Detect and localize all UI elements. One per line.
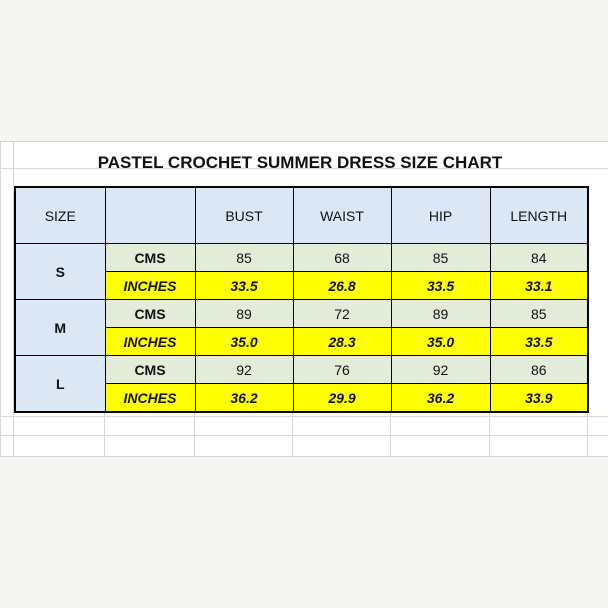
header-row xyxy=(15,187,588,244)
header-size: SIZE xyxy=(15,187,105,244)
cell-value: 86 xyxy=(490,356,588,384)
cell-value: 89 xyxy=(195,300,293,328)
cell-value: 28.3 xyxy=(293,328,391,356)
unit-label-cms: CMS xyxy=(105,244,195,272)
header-hip: HIP xyxy=(391,187,490,244)
page-title: PASTEL CROCHET SUMMER DRESS SIZE CHART xyxy=(97,153,503,172)
cell-value: 68 xyxy=(293,244,391,272)
cell-value: 33.5 xyxy=(391,272,490,300)
size-chart-table xyxy=(14,186,589,413)
cell-value: 36.2 xyxy=(391,384,490,413)
table-row-s-cms xyxy=(15,244,588,272)
header-waist: WAIST xyxy=(293,187,391,244)
cell-value: 26.8 xyxy=(293,272,391,300)
table-row-l-cms xyxy=(15,356,588,384)
unit-label-inches: INCHES xyxy=(105,328,195,356)
cell-value: 76 xyxy=(293,356,391,384)
cell-value: 92 xyxy=(195,356,293,384)
unit-label-inches: INCHES xyxy=(105,272,195,300)
header-unit xyxy=(105,187,195,244)
cell-value: 85 xyxy=(490,300,588,328)
header-bust: BUST xyxy=(195,187,293,244)
cell-value: 89 xyxy=(391,300,490,328)
unit-label-cms: CMS xyxy=(105,300,195,328)
cell-value: 33.1 xyxy=(490,272,588,300)
cell-value: 33.5 xyxy=(490,328,588,356)
cell-value: 35.0 xyxy=(391,328,490,356)
size-label-l: L xyxy=(15,356,105,413)
size-label-m: M xyxy=(15,300,105,356)
header-length: LENGTH xyxy=(490,187,588,244)
unit-label-cms: CMS xyxy=(105,356,195,384)
cell-value: 33.9 xyxy=(490,384,588,413)
table-row-m-cms xyxy=(15,300,588,328)
cell-value: 29.9 xyxy=(293,384,391,413)
cell-value: 85 xyxy=(391,244,490,272)
cell-value: 85 xyxy=(195,244,293,272)
cell-value: 33.5 xyxy=(195,272,293,300)
cell-value: 35.0 xyxy=(195,328,293,356)
cell-value: 36.2 xyxy=(195,384,293,413)
unit-label-inches: INCHES xyxy=(105,384,195,413)
cell-value: 72 xyxy=(293,300,391,328)
size-label-s: S xyxy=(15,244,105,300)
cell-value: 92 xyxy=(391,356,490,384)
cell-value: 84 xyxy=(490,244,588,272)
